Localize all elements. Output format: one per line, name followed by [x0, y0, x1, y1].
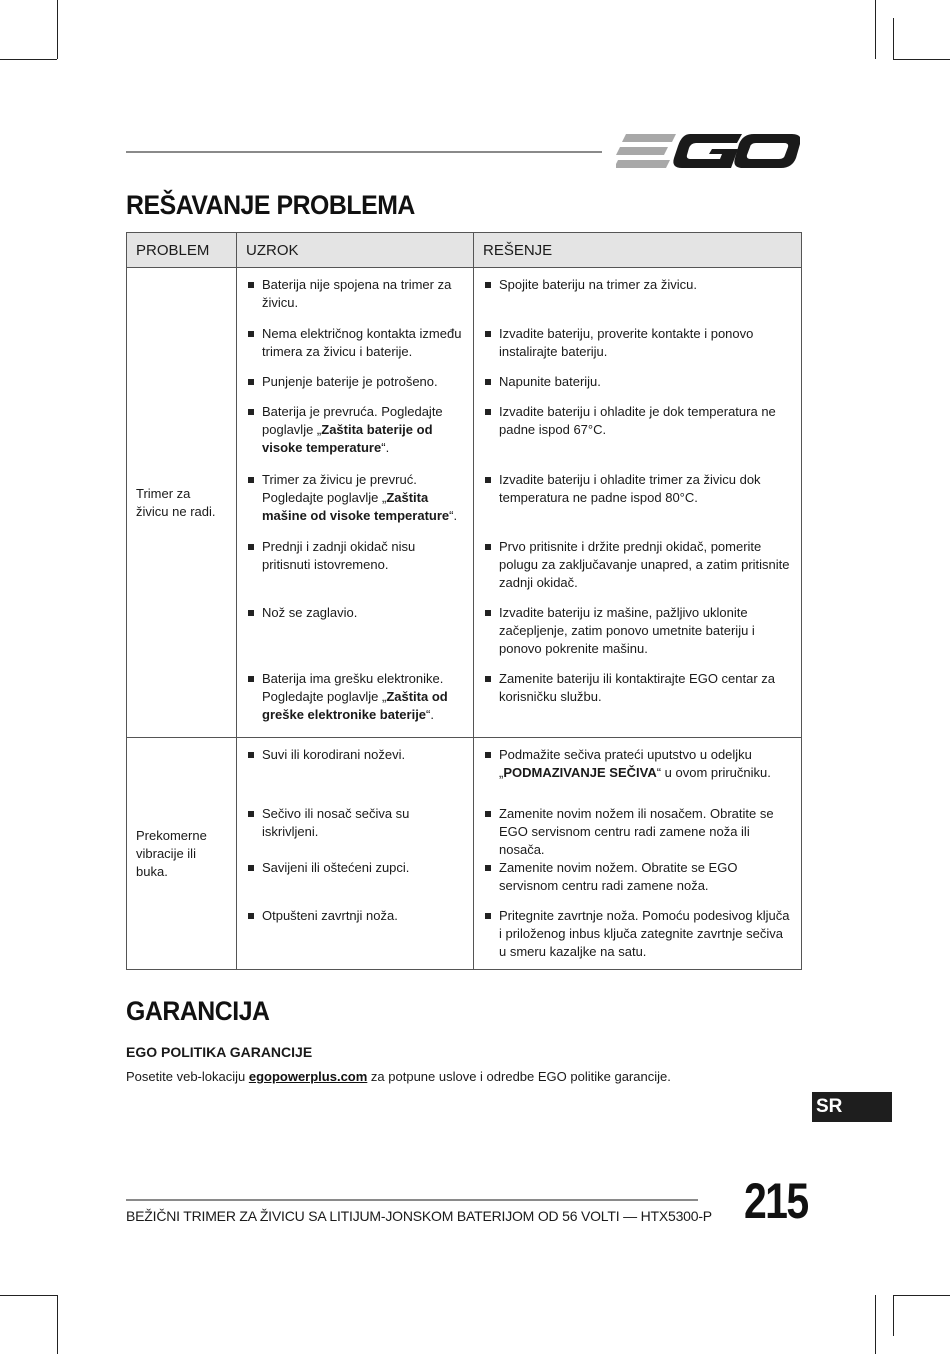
problem-cell: Prekomerne vibracije ili buka. [127, 738, 237, 970]
solution-item: Podmažite sečiva prateći uputstvo u odeljku „PODMAZIVANJE SEČIVA“ u ovom priručniku. [484, 746, 791, 782]
cause-item: Punjenje baterije je potrošeno. [247, 373, 463, 391]
section-title-warranty: GARANCIJA [126, 996, 270, 1026]
crop-mark [57, 0, 58, 59]
crop-mark [0, 1295, 57, 1296]
cause-item: Baterija nije spojena na trimer za živicu. [247, 276, 463, 312]
crop-mark [893, 1295, 950, 1296]
solution-item: Izvadite bateriju, proverite kontakte i ponovo instalirajte bateriju. [484, 325, 791, 361]
cause-item: Prednji i zadnji okidač nisu pritisnuti istovremeno. [247, 538, 463, 574]
cause-item: Baterija je prevruća. Pogledajte poglavlje „Zaštita baterije od visoke temperature“. [247, 403, 463, 457]
cause-item: Nema električnog kontakta između trimera za živicu i baterije. [247, 325, 463, 361]
page-number: 215 [744, 1173, 808, 1229]
table-header-row [127, 233, 802, 268]
column-header-problem: PROBLEM [127, 233, 237, 268]
column-header-cause: UZROK [237, 233, 474, 268]
solution-item: Zamenite novim nožem. Obratite se EGO servisnom centru radi zamene noža. [484, 859, 791, 895]
crop-mark [0, 59, 57, 60]
ego-logo [616, 128, 800, 174]
crop-mark [893, 1295, 894, 1336]
cause-item: Otpušteni zavrtnji noža. [247, 907, 463, 925]
solution-item: Spojite bateriju na trimer za živicu. [484, 276, 791, 294]
problem-cell: Trimer za živicu ne radi. [127, 268, 237, 738]
solution-item: Izvadite bateriju i ohladite trimer za živicu dok temperatura ne padne ispod 80°C. [484, 471, 791, 507]
cause-item: Trimer za živicu je prevruć. Pogledajte poglavlje „Zaštita mašine od visoke temperature“. [247, 471, 463, 525]
table-row [127, 268, 802, 326]
cause-item: Baterija ima grešku elektronike. Pogledajte poglavlje „Zaštita od greške elektronike baterije“. [247, 670, 463, 724]
solution-item: Zamenite novim nožem ili nosačem. Obratite se EGO servisnom centru radi zamene noža ili nosača. [484, 805, 791, 859]
footer-rule [126, 1199, 698, 1201]
cause-item: Suvi ili korodirani noževi. [247, 746, 463, 764]
solution-item: Napunite bateriju. [484, 373, 791, 391]
crop-mark [875, 0, 876, 59]
solution-item: Prvo pritisnite i držite prednji okidač, pomerite polugu za zaključavanje unapred, a zatim pritisnite zadnji okidač. [484, 538, 791, 592]
language-tab: SR [812, 1092, 892, 1122]
crop-mark [893, 59, 950, 60]
solution-item: Izvadite bateriju iz mašine, pažljivo uklonite začepljenje, zatim ponovo umetnite bateriju i ponovo pokrenite mašinu. [484, 604, 791, 658]
footer-text: BEŽIČNI TRIMER ZA ŽIVICU SA LITIJUM-JONSKOM BATERIJOM OD 56 VOLTI — HTX5300-P [126, 1208, 712, 1224]
solution-item: Izvadite bateriju i ohladite je dok temperatura ne padne ispod 67°C. [484, 403, 791, 439]
header-rule [126, 151, 602, 153]
solution-item: Pritegnite zavrtnje noža. Pomoću podesivog ključa i priloženog inbus ključa zategnite zavrtnje sečiva u smeru kazaljke na satu. [484, 907, 791, 961]
column-header-solution: REŠENJE [474, 233, 802, 268]
cause-item: Savijeni ili oštećeni zupci. [247, 859, 463, 877]
cause-item: Sečivo ili nosač sečiva su iskrivljeni. [247, 805, 463, 841]
cause-item: Nož se zaglavio. [247, 604, 463, 622]
table-row [127, 738, 802, 806]
troubleshooting-table [126, 232, 802, 970]
crop-mark [875, 1295, 876, 1354]
solution-item: Zamenite bateriju ili kontaktirajte EGO centar za korisničku službu. [484, 670, 791, 706]
crop-mark [893, 18, 894, 59]
warranty-text: Posetite veb-lokaciju egopowerplus.com za potpune uslove i odredbe EGO politike garancije. [126, 1069, 671, 1084]
warranty-link[interactable]: egopowerplus.com [248, 1069, 368, 1084]
section-title-troubleshooting: REŠAVANJE PROBLEMA [126, 190, 415, 220]
crop-mark [57, 1295, 58, 1354]
warranty-subtitle: EGO POLITIKA GARANCIJE [126, 1044, 313, 1060]
